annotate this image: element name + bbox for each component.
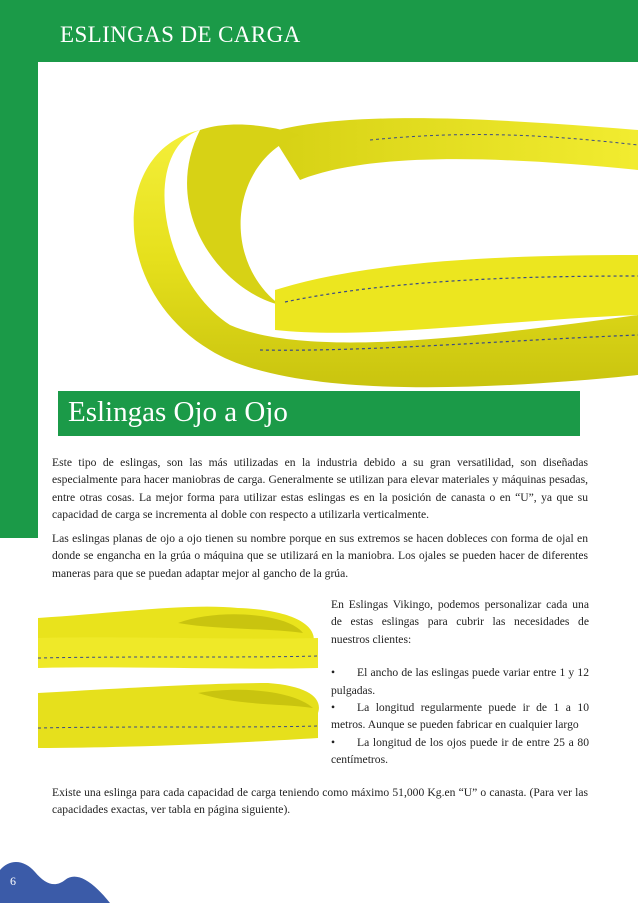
customization-intro: En Eslingas Vikingo, podemos personalizar cada una de estas eslingas para cubrir las necesidades de nuestros clientes: xyxy=(331,598,589,646)
paragraph-capacity: Existe una eslinga para cada capacidad de carga teniendo como máximo 51,000 Kg.en “U” o canasta. (Para ver las capacidades exactas, ver tabla en página siguiente). xyxy=(52,786,588,817)
bullet-icon: • xyxy=(331,701,336,715)
bullet-icon: • xyxy=(331,735,336,749)
footer-wave-decoration xyxy=(0,858,110,903)
sling-hero-image xyxy=(70,90,638,390)
paragraph-eye-description: Las eslingas planas de ojo a ojo tienen su nombre porque en sus extremos se hacen dobleces con forma de ojal en donde se engancha en la grúa o máquina que se utilizará en la maniobra. Los ojales se pueden hacer de diferentes maneras para que se puedan adaptar mejor al gancho de la grúa. xyxy=(52,532,588,580)
list-item: • El ancho de las eslingas puede variar entre 1 y 12 pulgadas. xyxy=(331,666,589,697)
left-side-band xyxy=(0,0,38,538)
paragraph-intro: Este tipo de eslingas, son las más utilizadas en la industria debido a su gran versatilidad, son diseñadas especialmente para hacer maniobras de carga. Generalmente se utilizan para elevar materiales y máquinas pesadas, entre otras cosas. La mejor forma para utilizar estas eslingas es en la posición de canasta o en “U”, ya que su capacidad de carga se incrementa al doble con respecto a utilizarla verticalmente. xyxy=(52,456,588,522)
customization-column xyxy=(331,596,589,769)
bullet-icon: • xyxy=(331,666,336,680)
page-number: 6 xyxy=(10,874,16,888)
sling-eyes-image xyxy=(38,598,323,768)
section-title: Eslingas Ojo a Ojo xyxy=(68,396,288,428)
list-item: • La longitud regularmente puede ir de 1 a 10 metros. Aunque se pueden fabricar en cualquier largo xyxy=(331,701,589,732)
list-item: • La longitud de los ojos puede ir de entre 25 a 80 centímetros. xyxy=(331,735,589,767)
page-header-title: ESLINGAS DE CARGA xyxy=(60,22,301,47)
